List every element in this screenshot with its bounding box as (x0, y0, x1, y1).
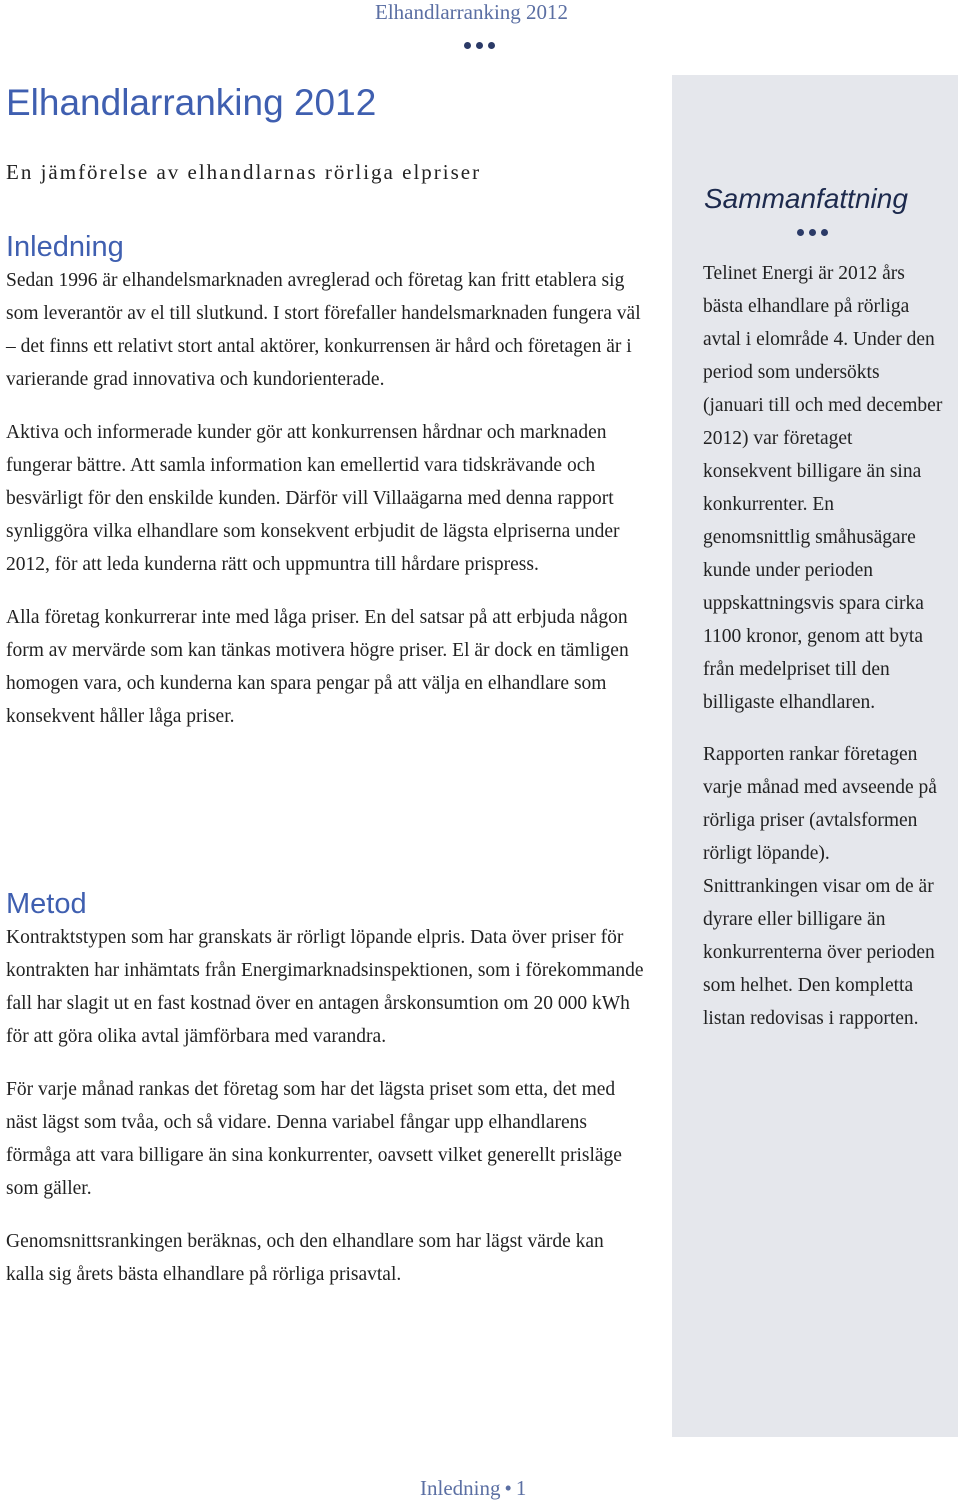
method-paragraph: För varje månad rankas det företag som har det lägsta priset som etta, det med näst lägst som tvåa, och så vidare. Denna variabel fångar upp elhandlarens förmåga att vara billigare än sina konkurrenter, oavsett vilket generellt prisläge som gäller. (6, 1079, 622, 1199)
method-section (6, 887, 646, 1311)
document-title: Elhandlarranking 2012 (6, 82, 377, 123)
document-subtitle: En jämförelse av elhandlarnas rörliga elpriser (6, 160, 482, 184)
header-dots-ornament (464, 42, 495, 49)
method-paragraph: Genomsnittsrankingen beräknas, och den elhandlare som har lägst värde kan kalla sig årets bästa elhandlare på rörliga prisavtal. (6, 1231, 604, 1285)
summary-sidebar (672, 75, 958, 1437)
intro-paragraph: Sedan 1996 är elhandelsmarknaden avreglerad och företag kan fritt etablera sig som leverantör av el till slutkund. I stort förefaller handelsmarknaden fungera väl – det finns ett relativt stort antal aktörer, konkurrensen är hård och företagen är i varierande grad innovativa och kundorienterade. (6, 270, 641, 390)
summary-paragraph: Telinet Energi är 2012 års bästa elhandlare på rörliga avtal i elområde 4. Under den period som undersökts (januari till och med december 2012) var företaget konsekvent billigare än sina konkurrenter. En genomsnittlig småhusägare kunde under perioden uppskattningsvis spara cirka 1100 kronor, genom att byta från medelpriset till den billigaste elhandlaren. (703, 263, 943, 713)
summary-text (703, 257, 943, 1054)
footer-section-label: Inledning (420, 1476, 501, 1500)
method-heading: Metod (6, 888, 87, 920)
summary-dots-ornament (797, 229, 828, 236)
method-paragraph: Kontraktstypen som har granskats är rörligt löpande elpris. Data över priser för kontrakten har inhämtats från Energimarknadsinspektionen, som i förekommande fall har slagit ut en fast kostnad över en antagen årskonsumtion om 20 000 kWh för att göra olika avtal jämförbara med varandra. (6, 927, 644, 1047)
intro-paragraph: Alla företag konkurrerar inte med låga priser. En del satsar på att erbjuda någon form av mervärde som kan tänkas motivera högre priser. El är dock en tämligen homogen vara, och kunderna kan spara pengar på att välja en elhandlare som konsekvent håller låga priser. (6, 607, 629, 727)
intro-paragraph: Aktiva och informerade kunder gör att konkurrensen hårdnar och marknaden fungerar bättre. Att samla information kan emellertid vara tidskrävande och besvärligt för den enskilde kunden. Därför vill Villaägarna med denna rapport synliggöra vilka elhandlare som konsekvent erbjudit de lägsta elpriserna under 2012, för att leda kunderna rätt och uppmuntra till hårdare prispress. (6, 422, 620, 575)
footer-bullet: • (504, 1476, 512, 1500)
running-header: Elhandlarranking 2012 (375, 0, 569, 24)
page-number: 1 (515, 1476, 527, 1500)
summary-heading: Sammanfattning (704, 183, 908, 214)
intro-section (6, 230, 646, 753)
page-footer (420, 1476, 526, 1501)
summary-paragraph: Rapporten rankar företagen varje månad med avseende på rörliga priser (avtalsformen rörligt löpande). Snittrankingen visar om de är dyrare eller billigare än konkurrenterna över perioden som helhet. Den kompletta listan redovisas i rapporten. (703, 744, 937, 1029)
intro-heading: Inledning (6, 231, 124, 263)
